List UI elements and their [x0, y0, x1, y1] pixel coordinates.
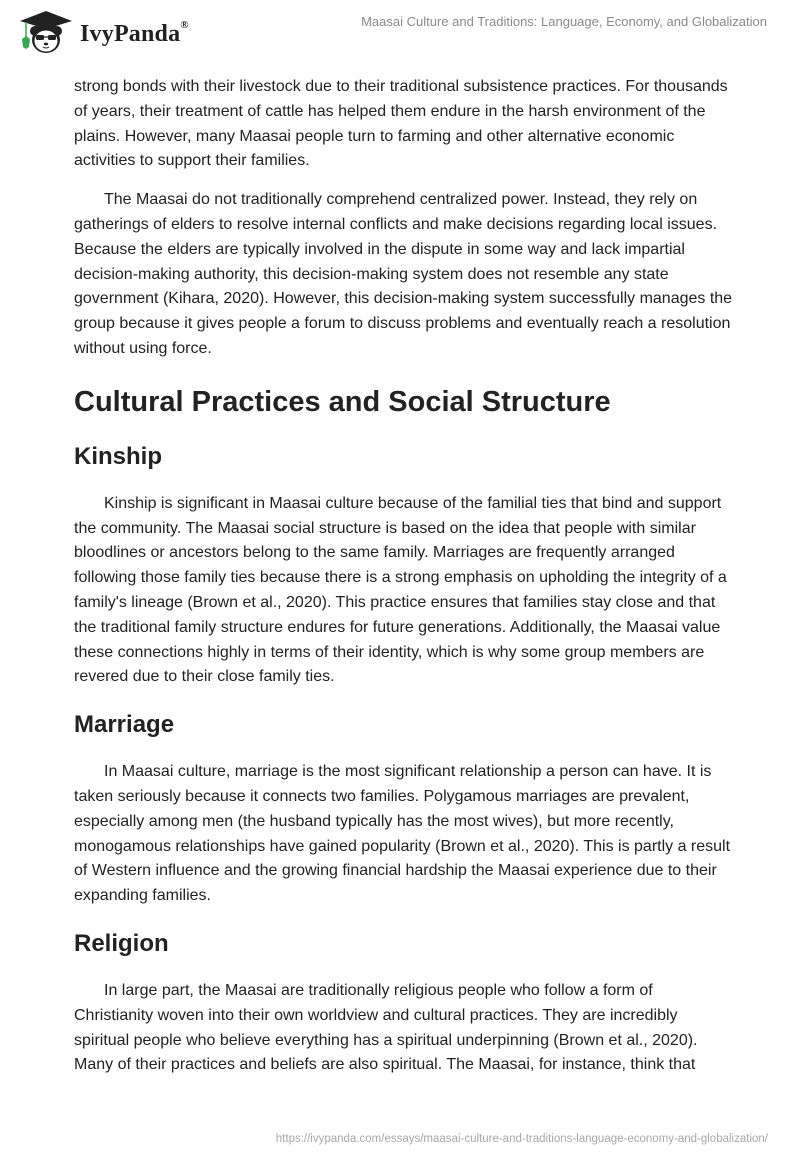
- page-header: [0, 0, 800, 60]
- body-paragraph: The Maasai do not traditionally comprehend centralized power. Instead, they rely on gatherings of elders to resolve internal conflicts and make decisions regarding local issues. Because the elders are typically involved in the dispute in some way and lack impartial decision-making authority, this decision-making system does not resemble any state government (Kihara, 2020). However, this decision-making system successfully manages the group because it gives people a forum to discuss problems and eventually reach a resolution without using force.: [74, 191, 733, 357]
- registered-mark: ®: [180, 18, 189, 31]
- subsection-heading-kinship: Kinship: [74, 442, 162, 470]
- body-paragraph: In large part, the Maasai are traditionally religious people who follow a form of Christianity woven into their own worldview and cultural practices. They are incredibly spiritual people who believe everything has a spiritual underpinning (Brown et al., 2020). Many of their practices and beliefs are also spiritual. The Maasai, for instance, think that: [74, 981, 698, 1074]
- source-url[interactable]: https://ivypanda.com/essays/maasai-culture-and-traditions-language-economy-and-globalization/: [275, 1133, 768, 1145]
- panda-graduate-icon: [18, 9, 74, 55]
- body-paragraph: Kinship is significant in Maasai culture because of the familial ties that bind and support the community. The Maasai social structure is based on the idea that people with similar bloodlines or ancestors belong to the same family. Marriages are frequently arranged following those family ties because there is a strong emphasis on upholding the integrity of a family's lineage (Brown et al., 2020). This practice ensures that families stay close and that the traditional family structure endures for future generations. Additionally, the Maasai value these connections highly in terms of their identity, which is why some group members are revered due to their close family ties.: [74, 494, 727, 686]
- body-paragraph: strong bonds with their livestock due to their traditional subsistence practices. For thousands of years, their treatment of cattle has helped them endure in the harsh environment of the plains. However, many Maasai people turn to farming and other alternative economic activities to support their families.: [74, 78, 728, 170]
- ivypanda-logo[interactable]: [18, 9, 189, 55]
- subsection-heading-religion: Religion: [74, 929, 169, 957]
- section-heading: Cultural Practices and Social Structure: [74, 385, 611, 418]
- document-title: Maasai Culture and Traditions: Language, Economy, and Globalization: [361, 14, 767, 29]
- body-paragraph: In Maasai culture, marriage is the most significant relationship a person can have. It is taken seriously because it connects two families. Polygamous marriages are prevalent, especially among men (the husband typically has the most wives), but more recently, monogamous relationships have gained popularity (Brown et al., 2020). This is partly a result of Western influence and the growing financial hardship the Maasai experience due to their expanding families.: [74, 763, 731, 905]
- logo-wordmark: IvyPanda®: [80, 18, 189, 47]
- essay-body: [74, 75, 734, 1078]
- subsection-heading-marriage: Marriage: [74, 711, 175, 739]
